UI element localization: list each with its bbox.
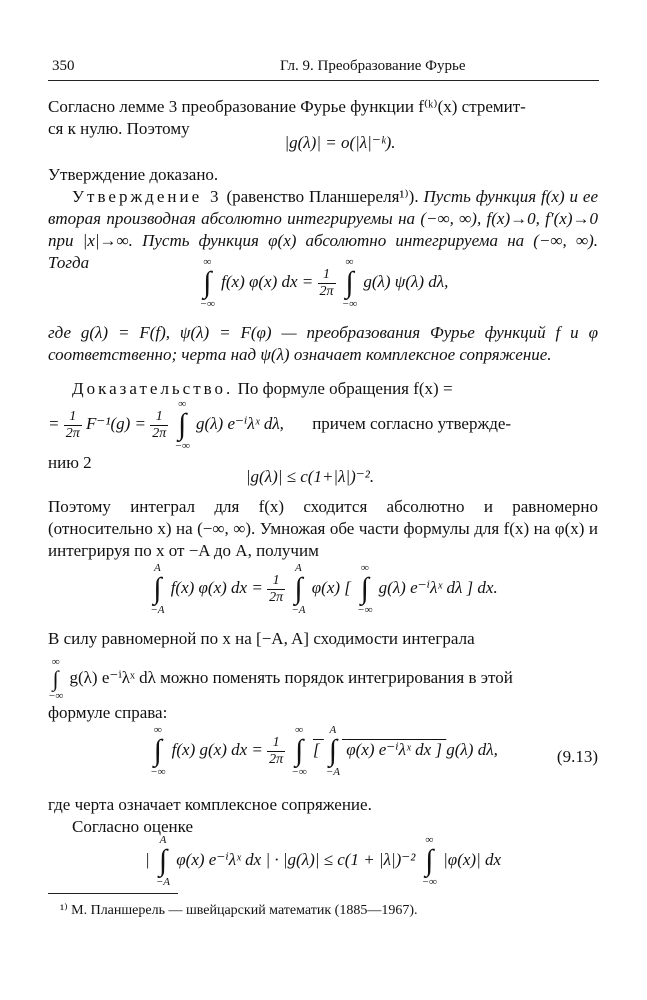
equation-9-13: ∞ ∫ −∞ f(x) g(x) dx = $\frac{1}{2\pi}$ ∞ ∫ −∞ [ A ∫ −A φ(x) e⁻ⁱλˣ dx ] g(λ) dλ, (9.13) <box>150 724 598 778</box>
paragraph-convergence: Поэтому интеграл для f(x) сходится абсолютно и равномерно (относительно x) на (−∞, ∞). Умножая обе части формулы для f(x) на φ(x) и интегрируя по x от −A до A, получим <box>48 497 598 560</box>
equation-inversion: = $\frac{1}{2\pi}$ F⁻¹(g) = $\frac{1}{2\pi}$ ∞ ∫ −∞ g(λ) e⁻ⁱλˣ dλ, причем согласно утвержде- <box>48 398 512 452</box>
page-header <box>48 56 599 81</box>
paragraph-estimate-intro: Согласно оценке <box>72 817 193 836</box>
paragraph-conjugate: где черта означает комплексное сопряжение. <box>48 795 372 814</box>
equation-asymptotic: |g(λ)| = o(|λ|⁻ᵏ). <box>284 133 396 152</box>
proof-label: Доказательство. <box>72 379 234 398</box>
equation-plancherel: ∞ ∫ −∞ f(x) φ(x) dx = $\frac{1}{2\pi}$ ∞ ∫ −∞ g(λ) ψ(λ) dλ, <box>199 256 449 310</box>
footnote: ¹⁾ М. Планшерель — швейцарский математик (1885—1967). <box>60 903 418 918</box>
footnote-rule <box>48 893 178 894</box>
equation-number: (9.13) <box>556 747 598 766</box>
integral-sign: ∞ ∫ −∞ <box>174 398 190 452</box>
page-number: 350 <box>52 58 75 74</box>
running-title: Гл. 9. Преобразование Фурье <box>280 58 466 74</box>
proof-intro <box>48 378 598 400</box>
statement-paren: (равенство Планшереля¹⁾). <box>226 187 419 206</box>
integral-sign: ∞ ∫ −∞ <box>199 256 215 310</box>
proof-done-text: Утверждение доказано. <box>48 165 219 184</box>
paragraph-order-change: В силу равномерной по x на [−A, A] сходимости интеграла ∞ ∫ −∞ g(λ) e⁻ⁱλˣ dλ можно поменять порядок интегрирования в этой формуле справа: <box>48 629 513 722</box>
equation-multiplied: A ∫ −A f(x) φ(x) dx = $\frac{1}{2\pi}$ A ∫ −A φ(x) [ ∞ ∫ −∞ g(λ) e⁻ⁱλˣ dλ ] dx. <box>150 562 498 616</box>
equation-estimate: |g(λ)| ≤ c(1+|λ|)⁻². <box>245 467 375 486</box>
fraction: $\frac{1}{2\pi}$ <box>319 266 334 299</box>
lemma-line-2: ся к нулю. Поэтому <box>48 119 190 138</box>
proof-text: По формуле обращения f(x) = <box>237 379 453 398</box>
equation-bound: | A ∫ −A φ(x) e⁻ⁱλˣ dx | · |g(λ)| ≤ c(1 + |λ|)⁻² ∞ ∫ −∞ |φ(x)| dx <box>144 834 502 888</box>
statement-text: Пусть функция f(x) и ее вторая производная абсолютно интегрируемы на (−∞, ∞), f(x)→0, f′(x)→0 при |x|→∞. Пусть функция φ(x) абсолютно интегрируема на (−∞, ∞). Тогда <box>48 187 599 272</box>
lemma-line-1: Согласно лемме 3 преобразование Фурье функции f⁽ᵏ⁾(x) стремит- <box>48 97 526 116</box>
statement-label: Утверждение 3 <box>72 187 222 206</box>
integral-sign: ∞ ∫ −∞ <box>341 256 358 310</box>
where-text: где g(λ) = F(f), ψ(λ) = F(φ) — преобразования Фурье функций f и φ соответственно; черта над ψ(λ) означает комплексное сопряжение. <box>48 323 598 364</box>
text-nyu-2: нию 2 <box>48 453 92 472</box>
